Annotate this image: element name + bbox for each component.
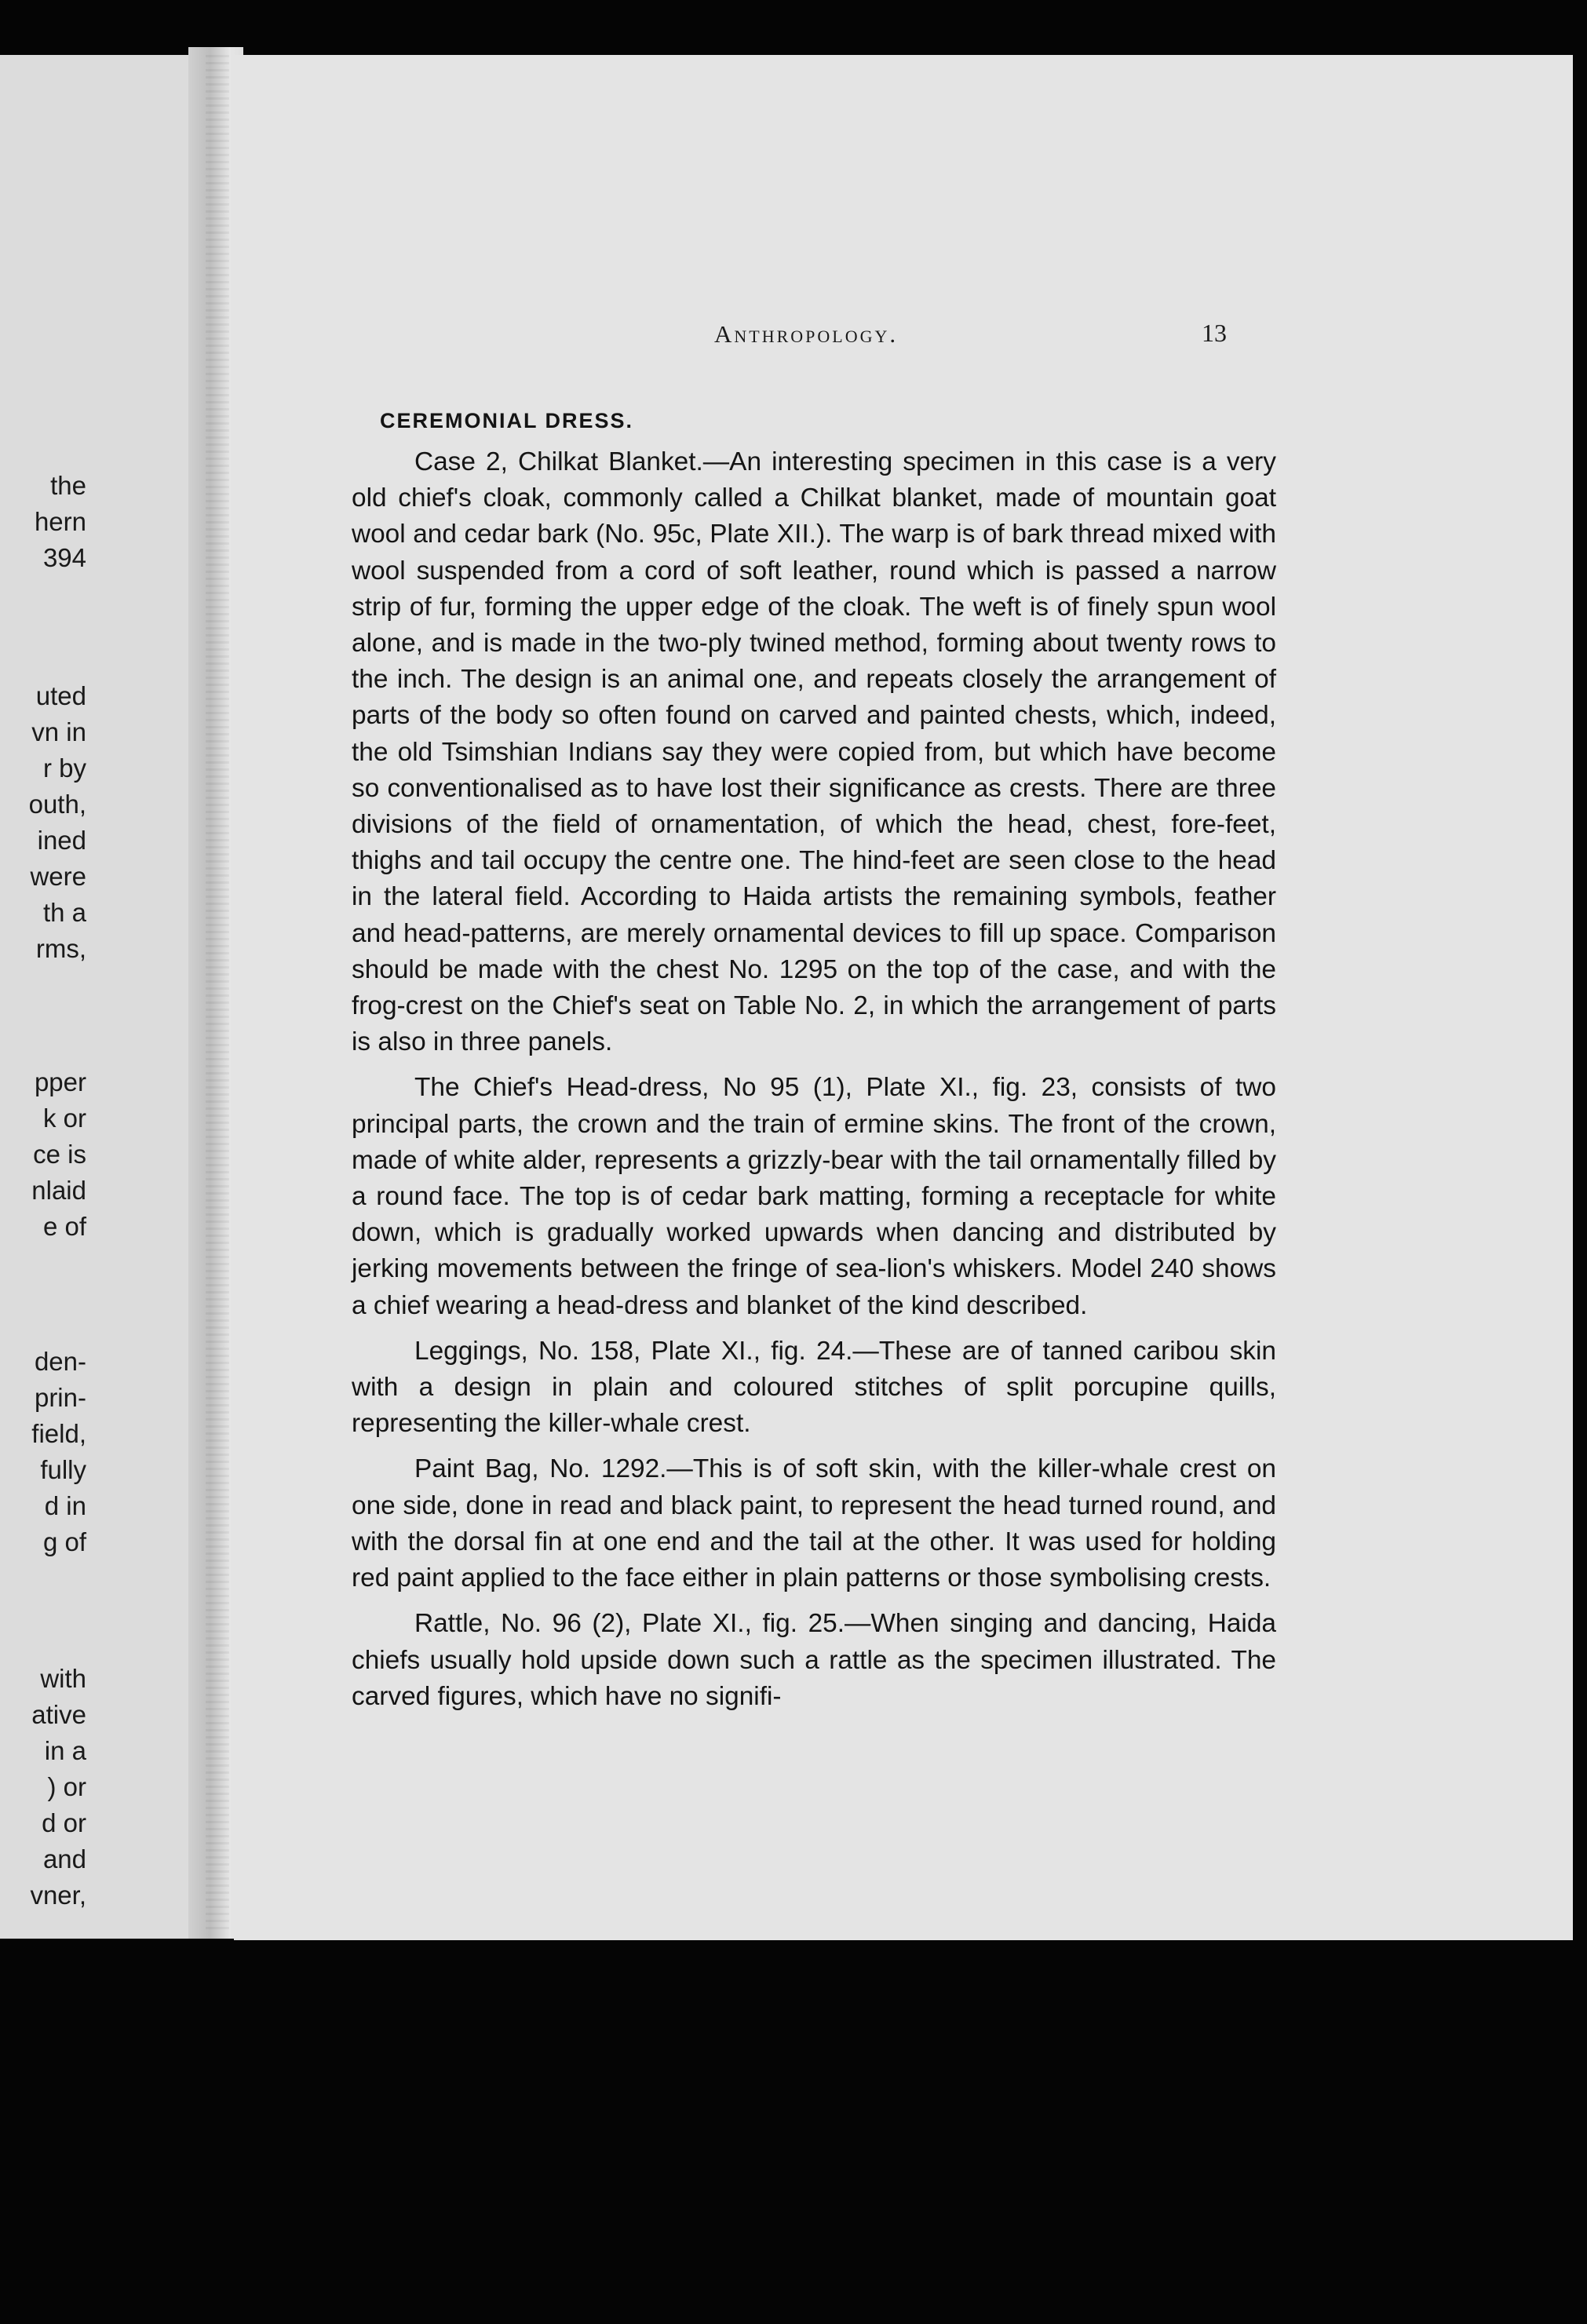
running-head <box>234 320 1573 359</box>
text-fragment: the <box>50 471 86 500</box>
text-fragment: field, <box>31 1419 86 1448</box>
paragraph-head-dress: The Chief's Head-dress, No 95 (1), Plate XI., fig. 23, consists of two principal parts, the crown and the train of ermine skins. The front of the crown, made of white alder, represents a grizzly-bear with the tail ornamentally filled by a round face. The top is of cedar bark matting, forming a receptacle for white down, which is gradually worked upwards when dancing and distributed by jerking movements between the fringe of sea-lion's whiskers. Model 240 shows a chief wearing a head-dress and blanket of the kind described. <box>352 1073 1276 1320</box>
paragraph-leggings: Leggings, No. 158, Plate XI., fig. 24.—These are of tanned caribou skin with a design in plain and coloured stitches of split porcupine quills, representing the killer-whale crest. <box>352 1336 1276 1439</box>
page-body <box>352 405 1276 1724</box>
text-fragment: rms, <box>35 934 86 963</box>
page-number: 13 <box>1202 319 1227 347</box>
text-fragment: nlaid <box>31 1176 86 1205</box>
text-fragment: k or <box>42 1104 86 1133</box>
text-fragment: uted <box>35 681 86 710</box>
text-fragment: were <box>30 862 86 891</box>
text-fragment: and <box>42 1844 86 1873</box>
text-fragment: g of <box>42 1527 86 1556</box>
section-heading: CEREMONIAL DRESS. <box>380 409 634 432</box>
text-fragment: hern <box>34 507 86 536</box>
text-fragment: pper <box>34 1067 86 1096</box>
text-fragment: prin- <box>34 1383 86 1412</box>
paragraph-rattle: Rattle, No. 96 (2), Plate XI., fig. 25.—When singing and dancing, Haida chiefs usually hold upside down such a rattle as the specimen illustrated. The carved figures, which have no signifi- <box>352 1609 1276 1711</box>
text-fragment: r by <box>42 753 86 783</box>
text-fragment: d or <box>42 1808 86 1837</box>
text-fragment: fully <box>40 1455 86 1484</box>
text-fragment: th a <box>42 898 86 927</box>
text-fragment: vn in <box>31 717 86 746</box>
text-fragment: outh, <box>28 790 86 819</box>
text-fragment: with <box>40 1664 86 1693</box>
text-fragment: in a <box>44 1736 86 1765</box>
running-head-title: Anthropology. <box>714 320 899 348</box>
paragraph-chilkat-blanket: Case 2, Chilkat Blanket.—An interesting specimen in this case is a very old chief's cloak, commonly called a Chilkat blanket, made of mountain goat wool and cedar bark (No. 95c, Plate XII.). The warp is of bark thread mixed with wool suspended from a cord of soft leather, round which is passed a narrow strip of fur, forming the upper edge of the cloak. The weft is of finely spun wool alone, and is made in the two-ply twined method, forming about twenty rows to the inch. The design is an animal one, and repeats closely the arrangement of parts of the body so often found on carved and painted chests, which, indeed, the old Tsimshian Indians say they were copied from, but which have become so conventionalised as to have lost their significance as crests. There are three divisions of the field of ornamentation, of which the head, chest, fore-feet, thighs and tail occupy the centre one. The hind-feet are seen close to the head in the lateral field. According to Haida artists the remaining symbols, feather and head-patterns, are merely ornamental devices to fill up space. Comparison should be made with the chest No. 1295 on the top of the case, and with the frog-crest on the Chief's seat on Table No. 2, in which the arrangement of parts is also in three panels. <box>352 447 1276 1057</box>
text-fragment: ce is <box>33 1140 86 1169</box>
book-spine <box>206 55 229 1931</box>
paragraph-paint-bag: Paint Bag, No. 1292.—This is of soft skin, with the killer-whale crest on one side, done in read and black paint, to represent the head turned round, and with the dorsal fin at one end and the tail at the other. It was used for holding red paint applied to the face either in plain patterns or those symbolising crests. <box>352 1454 1276 1593</box>
text-fragment: ined <box>37 826 86 855</box>
text-fragment: vner, <box>30 1881 86 1910</box>
text-fragment: d in <box>44 1491 86 1520</box>
text-fragment: den- <box>34 1347 86 1376</box>
text-fragment: ) or <box>47 1772 86 1801</box>
text-fragment: e of <box>42 1212 86 1241</box>
text-fragment: 394 <box>42 543 86 572</box>
text-fragment: ative <box>31 1700 86 1729</box>
